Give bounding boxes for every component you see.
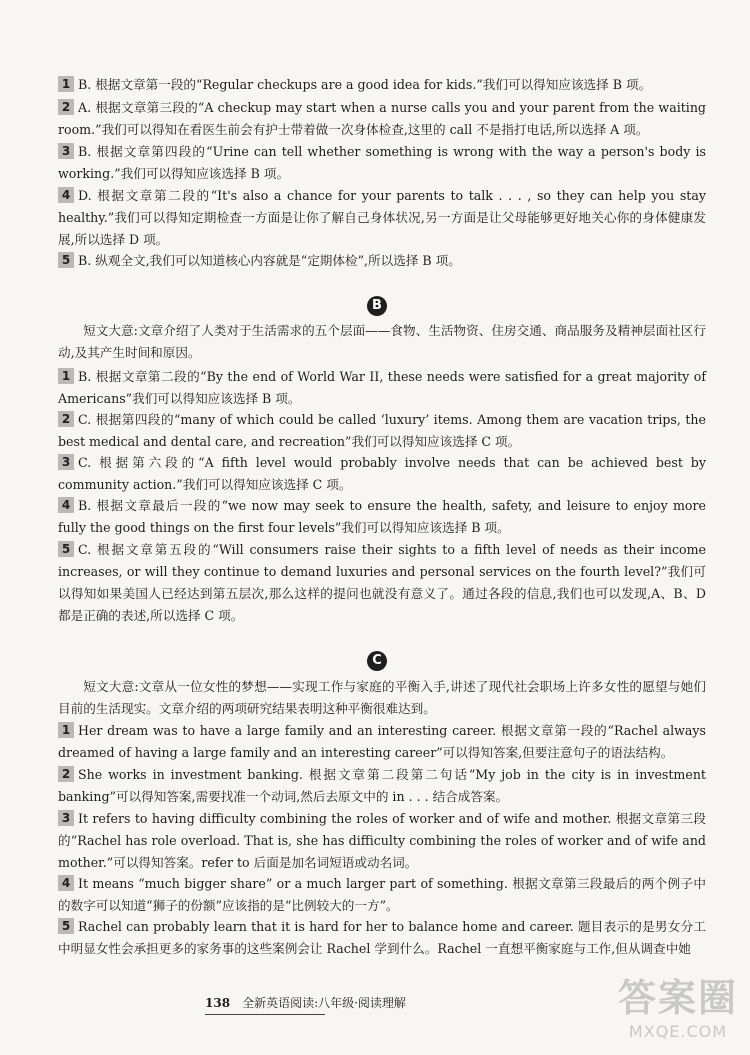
question-number: 2 [58, 766, 74, 782]
answer-b-1 [58, 366, 706, 410]
answer-a-5 [58, 250, 706, 272]
answer-c-1 [58, 720, 706, 764]
watermark-url: MXQE.COM [628, 1022, 728, 1041]
answer-b-3 [58, 452, 706, 496]
answer-c-2 [58, 764, 706, 808]
answer-text: C. 根据第六段的“A fifth level would probably involve needs that can be achieved best by community action.”我们可以得知应该选择 C 项。 [58, 455, 706, 492]
question-number: 1 [58, 368, 74, 384]
answer-text: B. 纵观全文,我们可以知道核心内容就是“定期体检”,所以选择 B 项。 [78, 253, 461, 268]
question-number: 3 [58, 143, 74, 159]
answer-text: Rachel can probably learn that it is hard for her to balance home and career. 题目表示的是男女分工中明显女性会承担更多的家务事的这些案例会让 Rachel 学到什么。Rachel 一直想平衡家庭与工作,但从调查中她 [58, 919, 706, 956]
book-title: 全新英语阅读:八年级·阅读理解 [242, 996, 406, 1010]
answer-text: C. 根据第四段的“many of which could be called ‘luxury’ items. Among them are vacation trips, the best medical and dental care, and recreation”我们可以得知应该选择 C 项。 [58, 412, 706, 449]
question-number: 5 [58, 541, 74, 557]
page-footer [205, 994, 406, 1011]
answer-a-1 [58, 74, 706, 96]
question-number: 3 [58, 810, 74, 826]
section-b-summary: 短文大意:文章介绍了人类对于生活需求的五个层面——食物、生活物资、住房交通、商品服务及精神层面社区行动,及其产生时间和原因。 [58, 323, 706, 360]
answer-b-2 [58, 409, 706, 453]
answer-text: B. 根据文章第四段的“Urine can tell whether something is wrong with the way a person's body is working.”我们可以得知应该选择 B 项。 [58, 144, 706, 181]
answer-text: She works in investment banking. 根据文章第二段第二句话“My job in the city is in investment banking”可以得知答案,需要找准一个动词,然后去原文中的 in . . . 结合成答案。 [58, 767, 706, 804]
answer-b-4 [58, 495, 706, 539]
answer-text: C. 根据文章第五段的“Will consumers raise their sights to a fifth level of needs as their income increases, or will they continue to demand luxuries and personal services on the fourth level?”我们可以得知如果美国人已经达到第五层次,那么这样的提问也就没有意义了。通过各段的信息,我们也可以发现,A、B、D 都是正确的表述,所以选择 C 项。 [58, 542, 706, 623]
question-number: 5 [58, 918, 74, 934]
question-number: 1 [58, 722, 74, 738]
watermark-text: 答案圈 [617, 976, 738, 1020]
question-number: 3 [58, 454, 74, 470]
section-c-badge: C [367, 651, 387, 671]
question-number: 5 [58, 252, 74, 268]
page-number: 138 [205, 996, 231, 1010]
question-number: 1 [58, 76, 74, 92]
answer-text: A. 根据文章第三段的“A checkup may start when a nurse calls you and your parent from the waiting room.”我们可以得知在看医生前会有护士带着做一次身体检查,这里的 call 不是指打电话,所以选择 A 项。 [58, 100, 706, 137]
answer-a-3 [58, 141, 706, 185]
section-b-badge: B [367, 296, 387, 316]
answer-a-2 [58, 97, 706, 141]
answer-text: D. 根据文章第二段的“It's also a chance for your parents to talk . . . , so they can help you stay healthy.”我们可以得知定期检查一方面是让你了解自己身体状况,另一方面是让父母能够更好地关心你的身体健康发展,所以选择 D 项。 [58, 188, 706, 247]
watermark-logo [618, 967, 738, 1041]
answer-c-3 [58, 808, 706, 874]
answer-a-4 [58, 185, 706, 251]
question-number: 4 [58, 497, 74, 513]
answer-text: B. 根据文章最后一段的“we now may seek to ensure the health, safety, and leisure to enjoy more fully the good things on the first four levels”我们可以得知应该选择 B 项。 [58, 498, 706, 535]
question-number: 2 [58, 99, 74, 115]
answer-c-4 [58, 873, 706, 917]
question-number: 2 [58, 411, 74, 427]
answer-b-5 [58, 539, 706, 627]
answer-text: It means “much bigger share” or a much larger part of something. 根据文章第三段最后的两个例子中的数字可以知道“狮子的份额”应该指的是“比例较大的一方”。 [58, 876, 706, 913]
question-number: 4 [58, 187, 74, 203]
answer-c-5 [58, 916, 706, 960]
footer-divider [205, 1014, 325, 1015]
answer-text: Her dream was to have a large family and an interesting career. 根据文章第一段的“Rachel always dreamed of having a large family and an interesting career”可以得知答案,但要注意句子的语法结构。 [58, 723, 706, 760]
question-number: 4 [58, 875, 74, 891]
answer-text: It refers to having difficulty combining the roles of worker and of wife and mother. 根据文章第三段的“Rachel has role overload. That is, she has difficulty combining the roles of worker and of wife and mother.”可以得知答案。refer to 后面是加名词短语或动名词。 [58, 811, 706, 870]
answer-text: B. 根据文章第二段的“By the end of World War II, these needs were satisfied for a great majority of Americans”我们可以得知应该选择 B 项。 [58, 369, 706, 406]
section-c-summary: 短文大意:文章从一位女性的梦想——实现工作与家庭的平衡入手,讲述了现代社会职场上许多女性的愿望与她们目前的生活现实。文章介绍的两项研究结果表明这种平衡很难达到。 [58, 679, 706, 716]
answer-text: B. 根据文章第一段的“Regular checkups are a good idea for kids.”我们可以得知应该选择 B 项。 [78, 77, 652, 92]
